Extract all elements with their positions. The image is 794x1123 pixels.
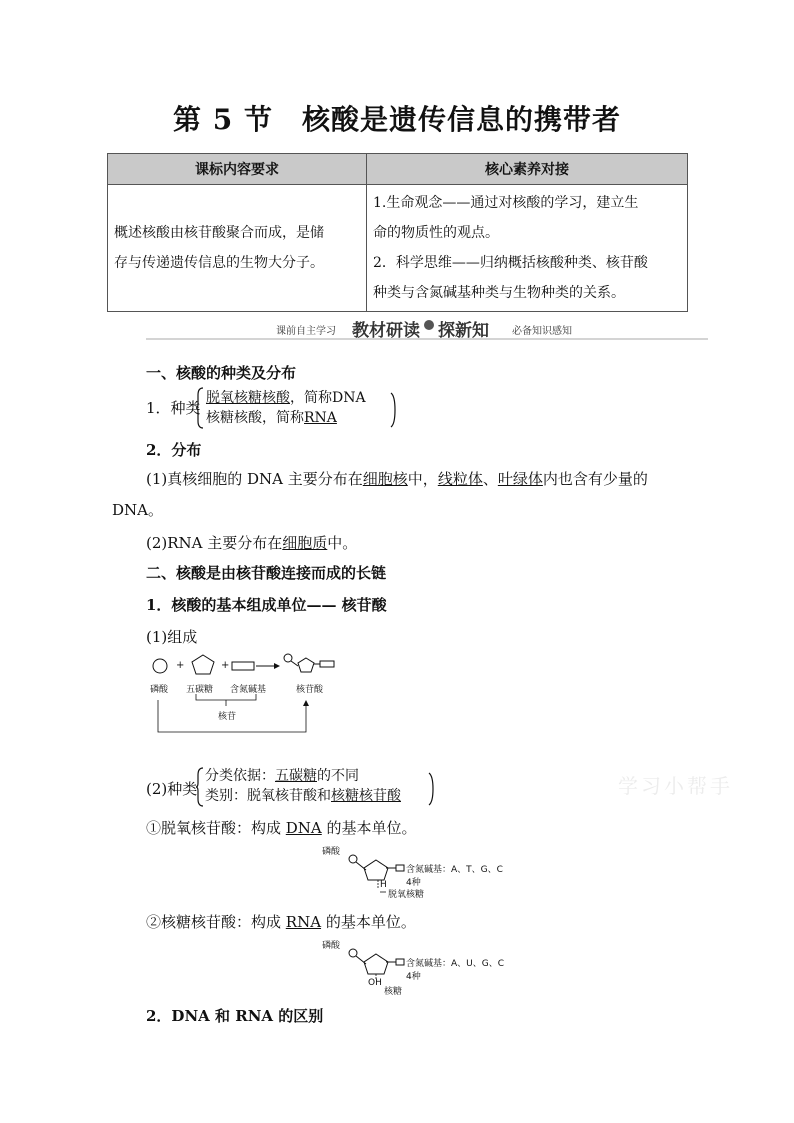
- distribution-rna: (2)RNA 主要分布在细胞质中。: [146, 534, 358, 552]
- ribonucleotide-labels: 磷酸 含氮碱基：A、U、G、C 4种 OH 核糖: [322, 941, 505, 997]
- right-brace-icon: [390, 392, 398, 428]
- literacy-line: 2．科学思维——归纳概括核酸种类、核苷酸: [373, 255, 648, 271]
- banner-rule: [146, 338, 708, 340]
- types-left-brace-icon: [196, 767, 204, 807]
- kinds-label: 1．种类: [146, 399, 201, 417]
- types-right-brace-icon: [428, 772, 436, 806]
- section2-heading: 二、核酸是由核苷酸连接而成的长链: [146, 564, 387, 582]
- label-phosphate: 磷酸: [150, 685, 169, 695]
- table-cell-literacy: [367, 185, 688, 312]
- composition-label: (1)组成: [146, 628, 198, 646]
- ribonucleotide-line: ②核糖核苷酸：构成 RNA 的基本单位。: [146, 913, 416, 931]
- page-title: 第 5 节 核酸是遗传信息的携带者: [173, 103, 621, 136]
- standards-line: 概述核酸由核苷酸聚合而成，是储: [114, 225, 324, 241]
- composition-labels: + + 磷酸 五碳糖 含氮碱基 核苷酸 核苷: [150, 660, 324, 722]
- banner-left-label: 课前自主学习: [276, 326, 336, 337]
- distribution-dna: (1)真核细胞的 DNA 主要分布在细胞核中，线粒体、叶绿体内也含有少量的: [146, 470, 648, 488]
- label-nucleotide: 核苷酸: [296, 685, 324, 695]
- literacy-line: 种类与含氮碱基种类与生物种类的关系。: [373, 285, 625, 301]
- banner-right-label: 必备知识感知: [512, 326, 572, 337]
- table-header-standards: 课标内容要求: [108, 154, 367, 185]
- table-header-literacy: 核心素养对接: [367, 154, 688, 185]
- types-category: 类别：脱氧核苷酸和核糖核苷酸: [205, 788, 401, 804]
- watermark: 学习小帮手: [618, 774, 733, 798]
- distribution-dna-cont: DNA。: [112, 501, 163, 519]
- section1-heading: 一、核酸的种类及分布: [146, 364, 297, 382]
- standards-line: 存与传递遗传信息的生物大分子。: [114, 255, 324, 271]
- deoxynucleotide-line: ①脱氧核苷酸：构成 DNA 的基本单位。: [146, 819, 417, 837]
- kind-rna: 核糖核酸，简称RNA: [206, 410, 337, 426]
- types-label: (2)种类: [146, 780, 198, 798]
- distribution-label: 2．分布: [146, 441, 202, 459]
- literacy-line: 1.生命观念——通过对核酸的学习，建立生: [373, 195, 639, 211]
- kind-dna: 脱氧核糖核酸，简称DNA: [206, 390, 366, 406]
- label-base: 含氮碱基: [230, 685, 267, 695]
- label-pentose: 五碳糖: [186, 685, 214, 695]
- literacy-line: 命的物质性的观点。: [373, 225, 499, 241]
- subheading-dna-rna-difference: 2．DNA 和 RNA 的区别: [146, 1007, 324, 1025]
- banner-dot-icon: [424, 320, 434, 330]
- left-brace-icon: [196, 387, 204, 429]
- standards-table: [107, 153, 688, 312]
- types-basis: 分类依据：五碳糖的不同: [205, 768, 359, 784]
- table-cell-standards: [108, 185, 367, 312]
- subheading-nucleotide: 1．核酸的基本组成单位—— 核苷酸: [146, 596, 387, 614]
- banner-main-right: 探新知: [438, 321, 489, 341]
- deoxynucleotide-labels: 磷酸 含氮碱基：A、T、G、C 4种 H 脱氧核糖: [322, 847, 503, 900]
- section-banner: [146, 316, 708, 342]
- label-nucleoside: 核苷: [218, 712, 237, 722]
- banner-main-left: 教材研读: [352, 321, 420, 341]
